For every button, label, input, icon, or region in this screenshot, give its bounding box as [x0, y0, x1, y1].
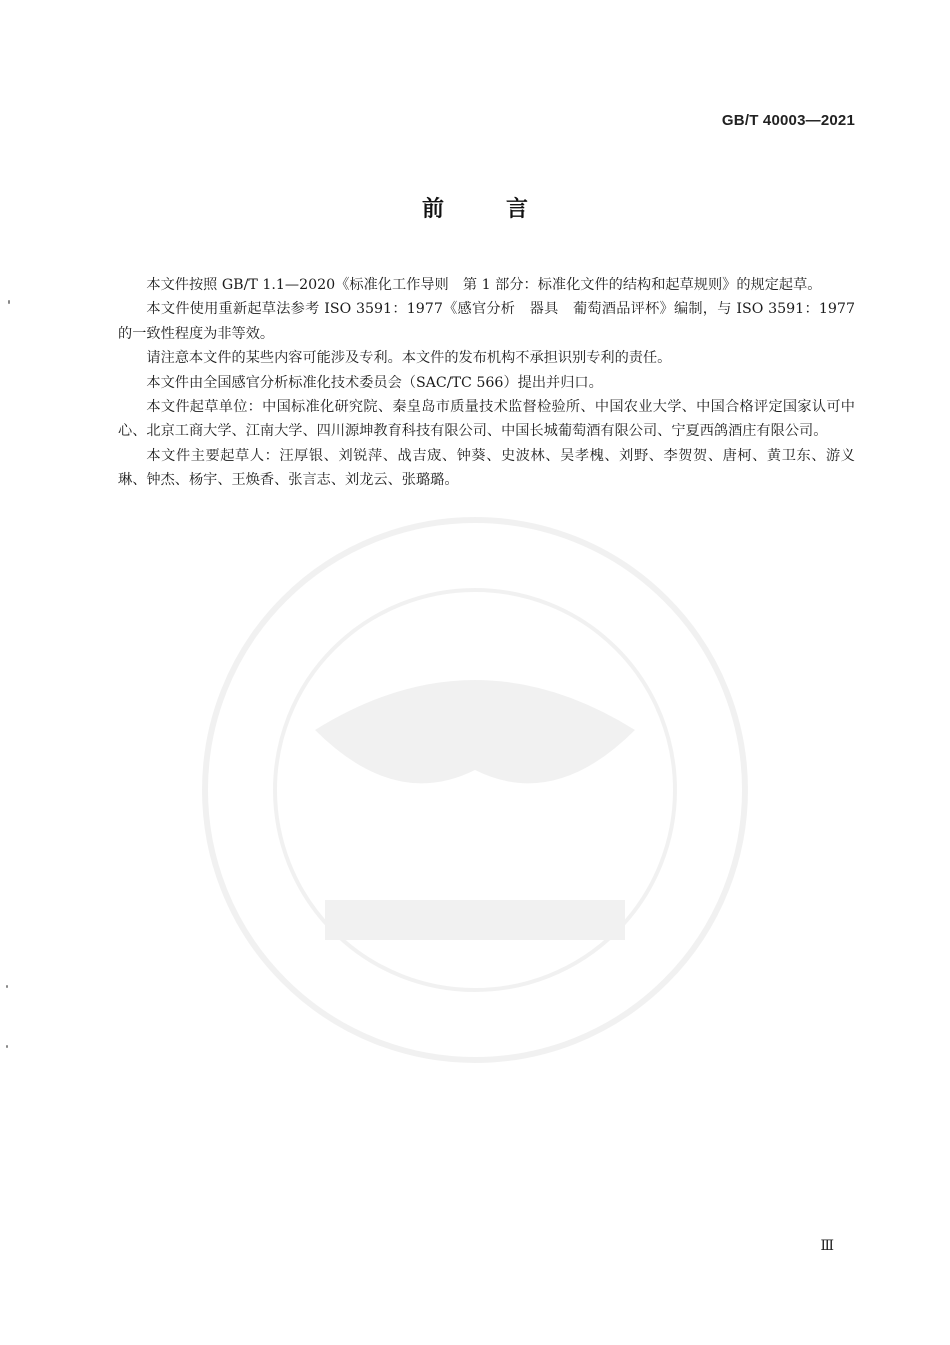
paragraph-drafting-units: 本文件起草单位：中国标准化研究院、秦皇岛市质量技术监督检验所、中国农业大学、中国合格评定国家认可中心、北京工商大学、江南大学、四川源坤教育科技有限公司、中国长城葡萄酒有限公司、宁夏西鸽酒庄有限公司。 — [118, 399, 855, 440]
scan-speck — [6, 1045, 8, 1048]
foreword-body — [118, 273, 855, 493]
paragraph-drafting-rules: 本文件按照 GB/T 1.1—2020《标准化工作导则 第 1 部分：标准化文件的结构和起草规则》的规定起草。 — [146, 277, 822, 293]
scan-speck — [6, 985, 8, 988]
paragraph-committee: 本文件由全国感官分析标准化技术委员会（SAC/TC 566）提出并归口。 — [146, 374, 603, 391]
page-number: Ⅲ — [820, 1238, 833, 1254]
paragraph-iso-reference: 本文件使用重新起草法参考 ISO 3591：1977《感官分析 器具 葡萄酒品评杯》编制，与 ISO 3591：1977 的一致性程度为非等效。 — [118, 301, 855, 342]
paragraph-patent-notice: 请注意本文件的某些内容可能涉及专利。本文件的发布机构不承担识别专利的责任。 — [146, 350, 672, 367]
watermark-seal — [195, 510, 755, 1070]
page-title: 前言 — [421, 197, 590, 222]
standard-number: GB/T 40003—2021 — [721, 112, 855, 129]
scan-speck — [8, 300, 10, 304]
paragraph-drafters: 本文件主要起草人：汪厚银、刘锐萍、战吉宬、钟葵、史波林、吴孝槐、刘野、李贺贺、唐柯、黄卫东、游义琳、钟杰、杨宇、王焕香、张言志、刘龙云、张璐璐。 — [118, 447, 855, 489]
